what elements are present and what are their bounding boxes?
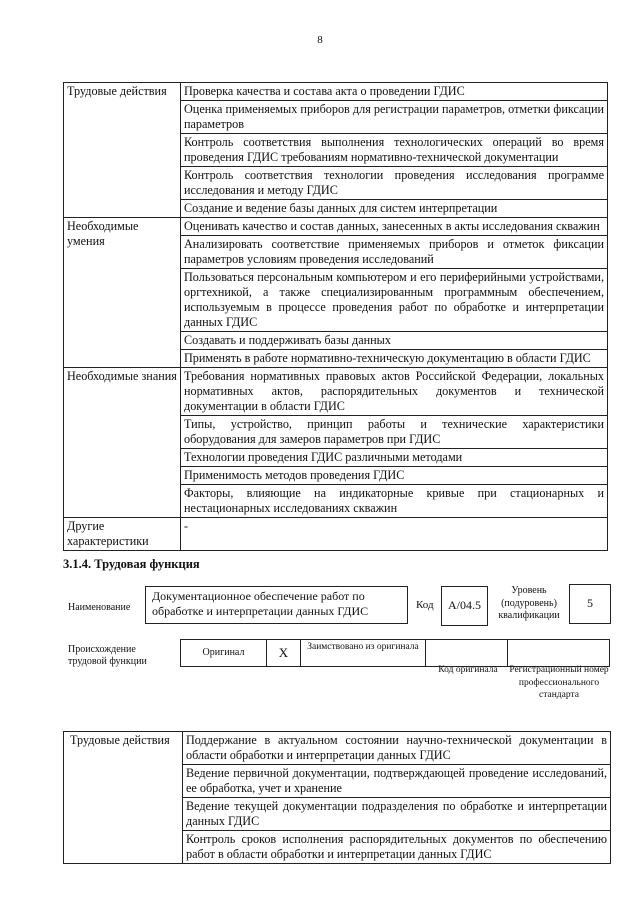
- table-cell: Применимость методов проведения ГДИС: [181, 467, 608, 485]
- table-cell: Технологии проведения ГДИС различными методами: [181, 449, 608, 467]
- table-row: [64, 732, 611, 765]
- labor-function-table: [63, 82, 608, 551]
- code-value: А/04.5: [441, 586, 488, 626]
- table-row: [64, 368, 608, 416]
- table-cell: Требования нормативных правовых актов Российской Федерации, локальных нормативных актов, распорядительных документов и технической документации в области ГДИС: [181, 368, 608, 416]
- orig-code-label: Код оригинала: [438, 665, 498, 675]
- labor-actions-table: [63, 731, 611, 864]
- code-label: Код: [416, 599, 434, 611]
- function-name-value: Документационное обеспечение работ по обработке и интерпретации данных ГДИС: [145, 586, 408, 624]
- table-cell: Ведение первичной документации, подтверждающей проведение исследований, ее обработка, учет и хранение: [183, 765, 611, 798]
- table-row: [64, 518, 608, 551]
- table-cell: Типы, устройство, принцип работы и технические характеристики оборудования для замеров параметров при ГДИС: [181, 416, 608, 449]
- table-cell: Проверка качества и состава акта о проведении ГДИС: [181, 83, 608, 101]
- reg-number-label: Регистрационный номер профессионального стандарта: [509, 665, 609, 700]
- row-label-other: Другие характеристики: [64, 518, 181, 551]
- table-cell: Применять в работе нормативно-техническую документацию в области ГДИС: [181, 350, 608, 368]
- table-cell: -: [181, 518, 608, 551]
- table-row: [64, 218, 608, 236]
- table-cell: Факторы, влияющие на индикаторные кривые при стационарных и нестационарных исследованиях скважин: [181, 485, 608, 518]
- table-row: [64, 83, 608, 101]
- page-number: 8: [317, 34, 323, 46]
- orig-code-cell: [427, 640, 508, 666]
- original-label: Оригинал: [181, 640, 267, 666]
- row-label-labor-actions-2: Трудовые действия: [64, 732, 183, 864]
- row-label-labor-actions: Трудовые действия: [64, 83, 181, 218]
- level-value: 5: [569, 584, 611, 624]
- table-cell: Контроль сроков исполнения распорядительных документов по обеспечению работ в области обработки и интерпретации данных ГДИС: [183, 831, 611, 864]
- table-cell: Пользоваться персональным компьютером и его периферийными устройствами, оргтехникой, а также специализированным программным обеспечением, используемым в процессе проведения работ по обработке и интерпретации данных ГДИС: [181, 269, 608, 332]
- row-label-skills: Необходимые умения: [64, 218, 181, 368]
- table-cell: Создание и ведение базы данных для систем интерпретации: [181, 200, 608, 218]
- reg-number-cell: [508, 640, 609, 666]
- table-cell: Анализировать соответствие применяемых приборов и отметок фиксации параметров условиям проведения исследований: [181, 236, 608, 269]
- table-cell: Оценка применяемых приборов для регистрации параметров, отметки фиксации параметров: [181, 101, 608, 134]
- table-cell: Контроль соответствия технологии проведения исследования программе исследования и методу ГДИС: [181, 167, 608, 200]
- origin-label: Происхождение трудовой функции: [68, 644, 147, 667]
- original-mark: X: [267, 640, 301, 666]
- table-cell: Контроль соответствия выполнения технологических операций во время проведения ГДИС требованиям нормативно-технической документации: [181, 134, 608, 167]
- table-cell: Поддержание в актуальном состоянии научно-технической документации в области обработки и интерпретации данных ГДИС: [183, 732, 611, 765]
- table-cell: Создавать и поддерживать базы данных: [181, 332, 608, 350]
- section-title: 3.1.4. Трудовая функция: [63, 557, 200, 571]
- table-cell: Оценивать качество и состав данных, занесенных в акты исследования скважин: [181, 218, 608, 236]
- table-cell: Ведение текущей документации подразделения по обработке и интерпретации данных ГДИС: [183, 798, 611, 831]
- origin-strip: [180, 639, 610, 667]
- name-label: Наименование: [68, 602, 131, 613]
- level-label: Уровень (подуровень) квалификации: [498, 585, 560, 621]
- row-label-knowledge: Необходимые знания: [64, 368, 181, 518]
- borrowed-label: Заимствовано из оригинала: [301, 640, 426, 666]
